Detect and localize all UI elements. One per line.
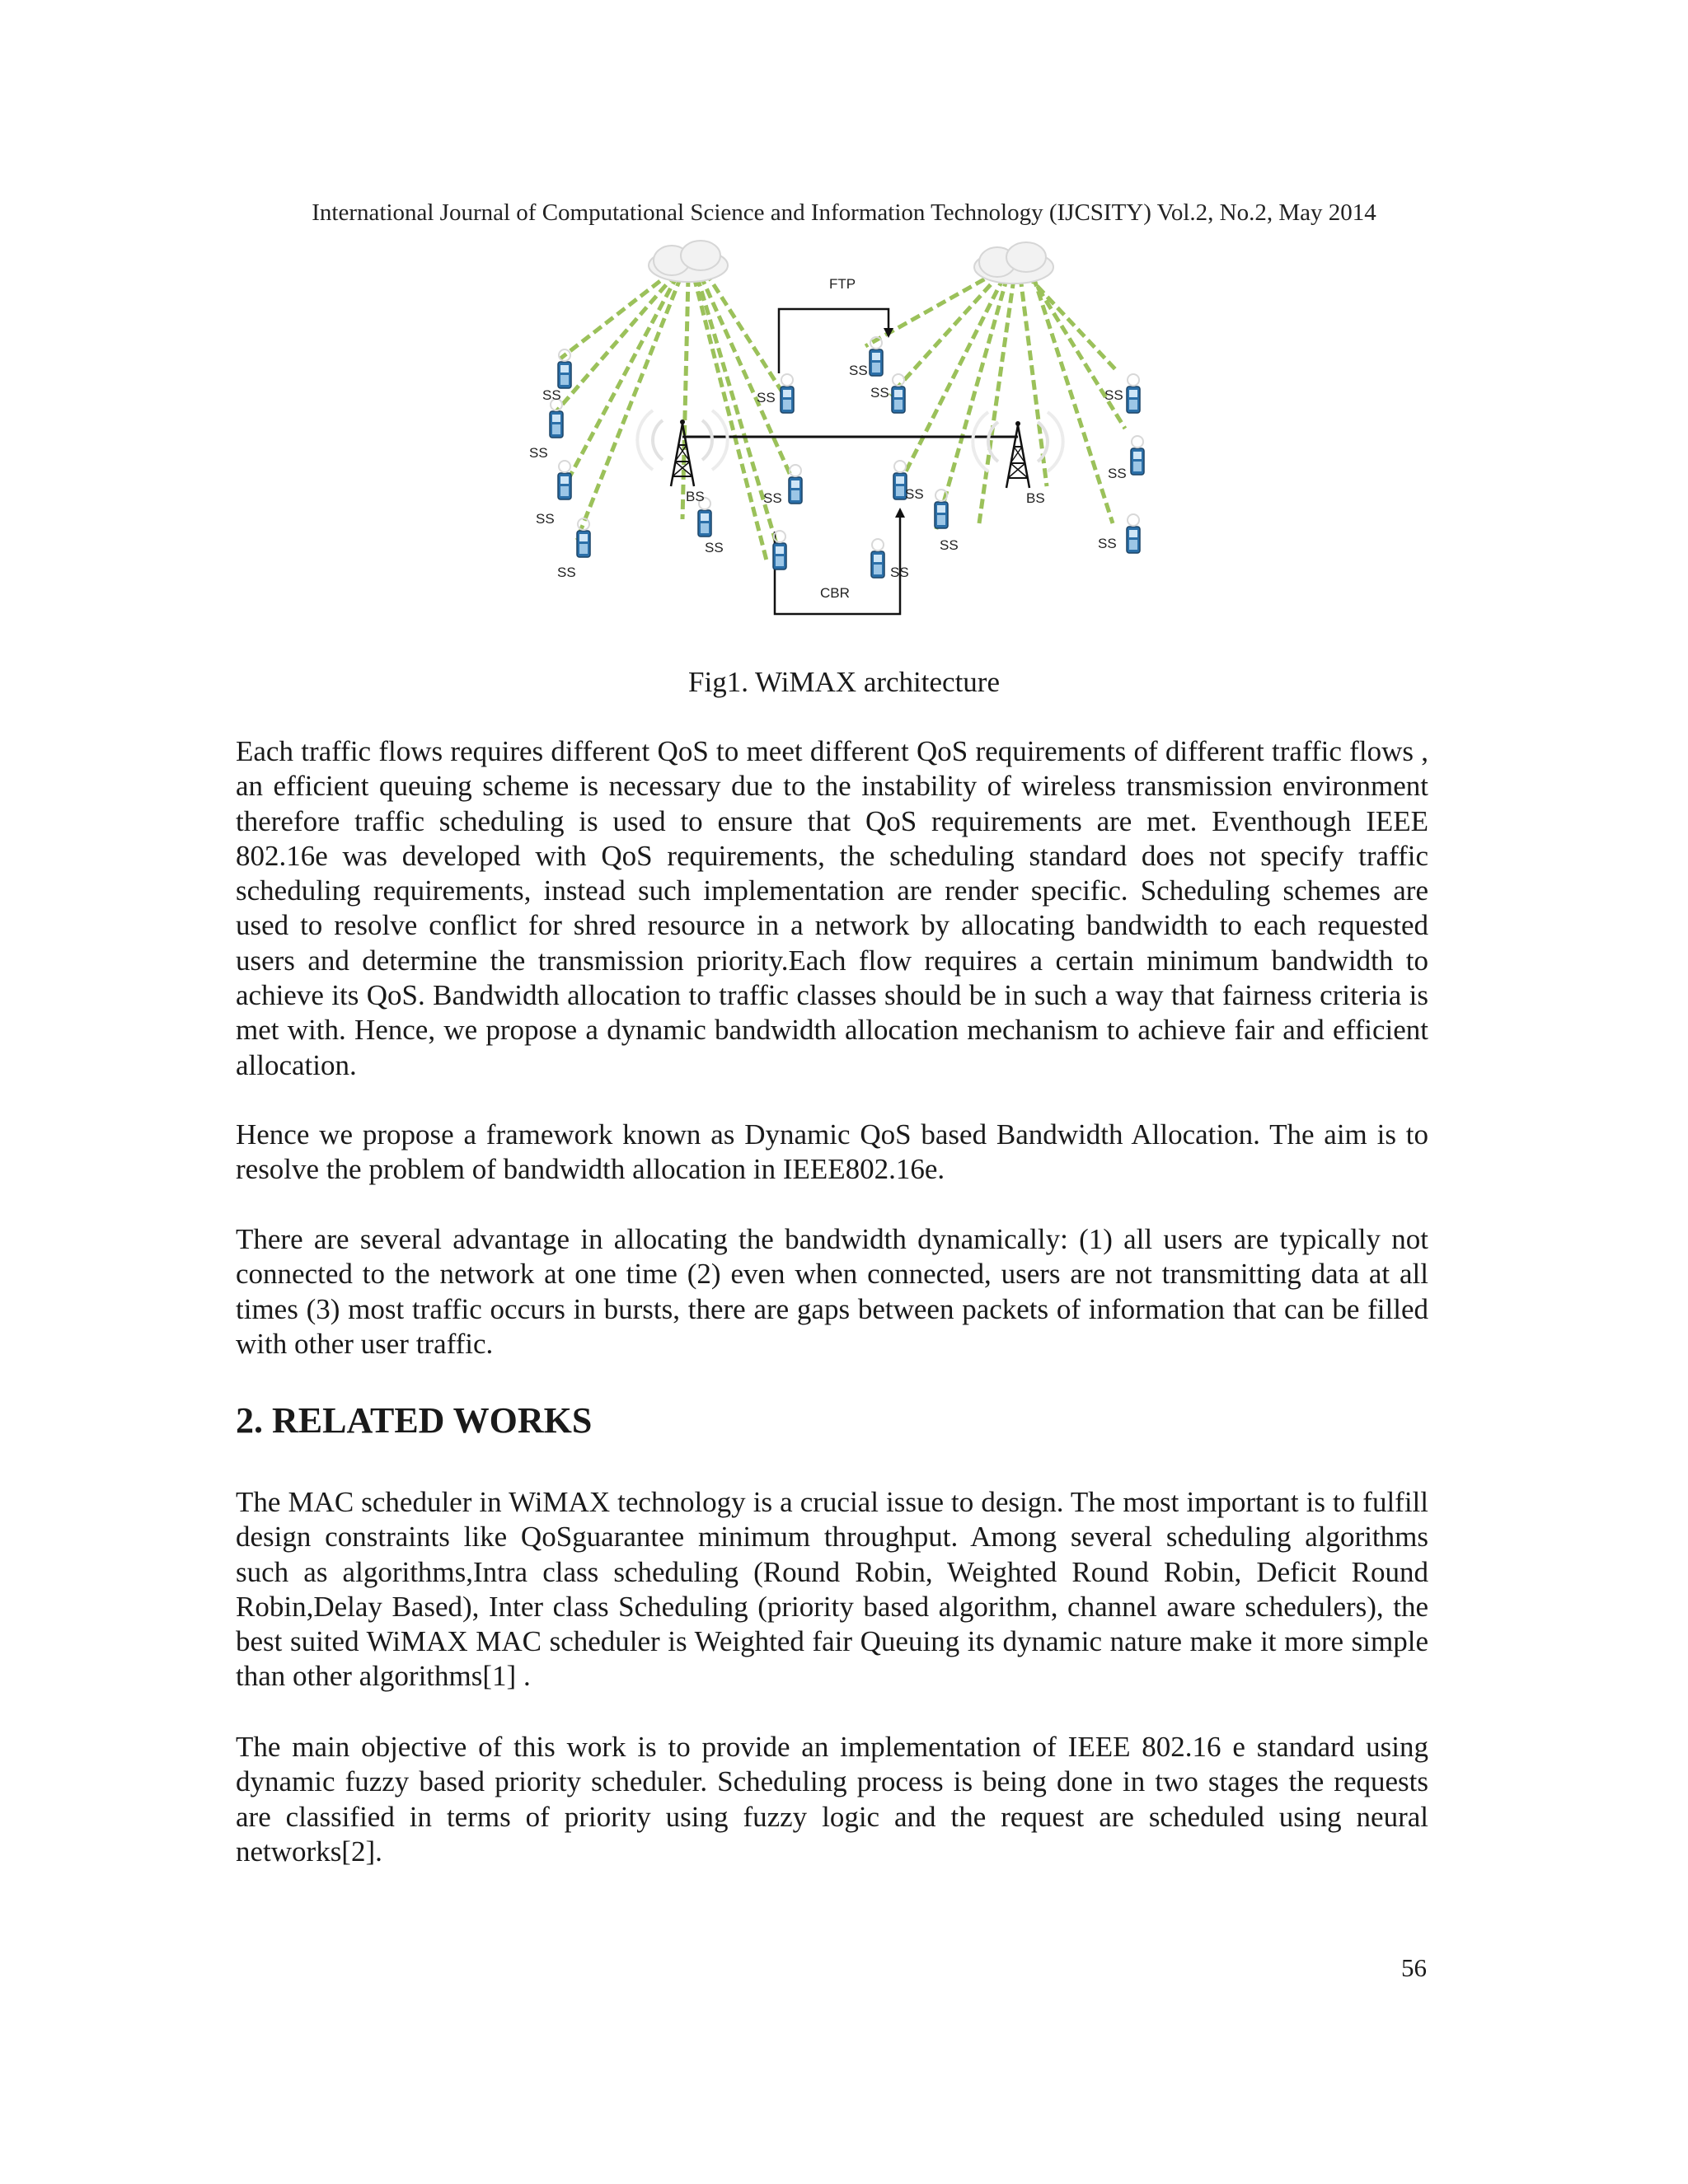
ss-label: SS <box>1098 536 1117 551</box>
ss-phone-icon <box>558 461 571 499</box>
ss-label: SS <box>705 540 724 555</box>
bs-label-right: BS <box>1026 490 1045 506</box>
ss-label: SS <box>1108 466 1127 481</box>
ss-phone-icon <box>1131 436 1144 475</box>
ss-phone-icon <box>1127 514 1140 553</box>
ss-label: SS <box>536 511 555 527</box>
journal-header: International Journal of Computational Science and Information Technology (IJCSITY) Vol.2, No.2, May 2014 <box>312 199 1376 226</box>
ftp-label: FTP <box>829 276 856 292</box>
cbr-label: CBR <box>820 585 850 601</box>
wimax-architecture-figure <box>503 239 1187 635</box>
ss-phone-icon <box>870 337 883 376</box>
ss-label: SS <box>542 387 561 403</box>
ss-label: SS <box>849 363 868 378</box>
ss-label: SS <box>557 565 576 580</box>
figure-caption: Fig1. WiMAX architecture <box>688 666 1000 698</box>
ss-phone-icon <box>789 465 802 504</box>
bs-label-left: BS <box>686 489 705 504</box>
right-cloud <box>974 242 1053 284</box>
ss-phone-icon <box>577 518 590 557</box>
ss-label: SS <box>1104 387 1123 403</box>
left-cloud <box>649 241 728 282</box>
paragraph: The MAC scheduler in WiMAX technology is a crucial issue to design. The most important is to fulfill design constraints like QoSguarantee minimum throughput. Among several scheduling algorithms such as algorithms,Intra class scheduling (Round Robin, Weighted Round Robin, Deficit Round Robin,Delay Based), Inter class Scheduling (priority based algorithm, channel aware schedulers), the best suited WiMAX MAC scheduler is Weighted fair Queuing its dynamic nature make it more simple than other algorithms[1] . <box>236 1486 1428 1693</box>
ss-label: SS <box>757 390 776 405</box>
ss-label: SS <box>763 490 782 506</box>
ss-phone-icon <box>781 374 794 413</box>
ss-label: SS <box>870 385 889 401</box>
ss-label: SS <box>529 445 548 461</box>
ss-label: SS <box>890 565 909 580</box>
paragraph: There are several advantage in allocating the bandwidth dynamically: (1) all users are typically not connected to the network at one time (2) even when connected, users are not transmitting data at all times (3) most traffic occurs in bursts, there are gaps between packets of information that can be filled with other user traffic. <box>236 1223 1428 1360</box>
wimax-diagram <box>503 239 1187 635</box>
ss-phone-icon <box>892 374 905 413</box>
ss-phone-icon <box>1127 374 1140 413</box>
ss-phone-icon <box>871 539 884 578</box>
section-heading: 2. RELATED WORKS <box>236 1400 593 1441</box>
paragraph: Each traffic flows requires different QoS to meet different QoS requirements of different traffic flows , an efficient queuing scheme is necessary due to the instability of wireless transmission environment therefore traffic scheduling is used to ensure that QoS requirements are met. Eventhough IEEE 802.16e was developed with QoS requirements, the scheduling standard does not specify traffic scheduling requirements, instead such implementation are render specific. Scheduling schemes are used to resolve conflict for shred resource in a network by allocating bandwidth to each requested users and determine the transmission priority.Each flow requires a certain minimum bandwidth to achieve its QoS. Bandwidth allocation to traffic classes should be in such a way that fairness criteria is met with. Hence, we propose a dynamic bandwidth allocation mechanism to achieve fair and efficient allocation. <box>236 735 1428 1081</box>
ss-phone-icon <box>550 399 563 438</box>
page-number: 56 <box>1401 1953 1427 1982</box>
ss-label: SS <box>905 486 924 502</box>
paragraph: The main objective of this work is to provide an implementation of IEEE 802.16 e standard using dynamic fuzzy based priority scheduler. Scheduling process is being done in two stages the requests are classified in terms of priority using fuzzy logic and the request are scheduled using neural networks[2]. <box>236 1731 1428 1868</box>
paragraph: Hence we propose a framework known as Dynamic QoS based Bandwidth Allocation. The aim is to resolve the problem of bandwidth allocation in IEEE802.16e. <box>236 1118 1428 1186</box>
left-cloud-links <box>552 272 795 560</box>
ss-label: SS <box>940 537 959 553</box>
subscriber-stations <box>550 337 1144 578</box>
cbr-arrowhead <box>895 508 905 518</box>
